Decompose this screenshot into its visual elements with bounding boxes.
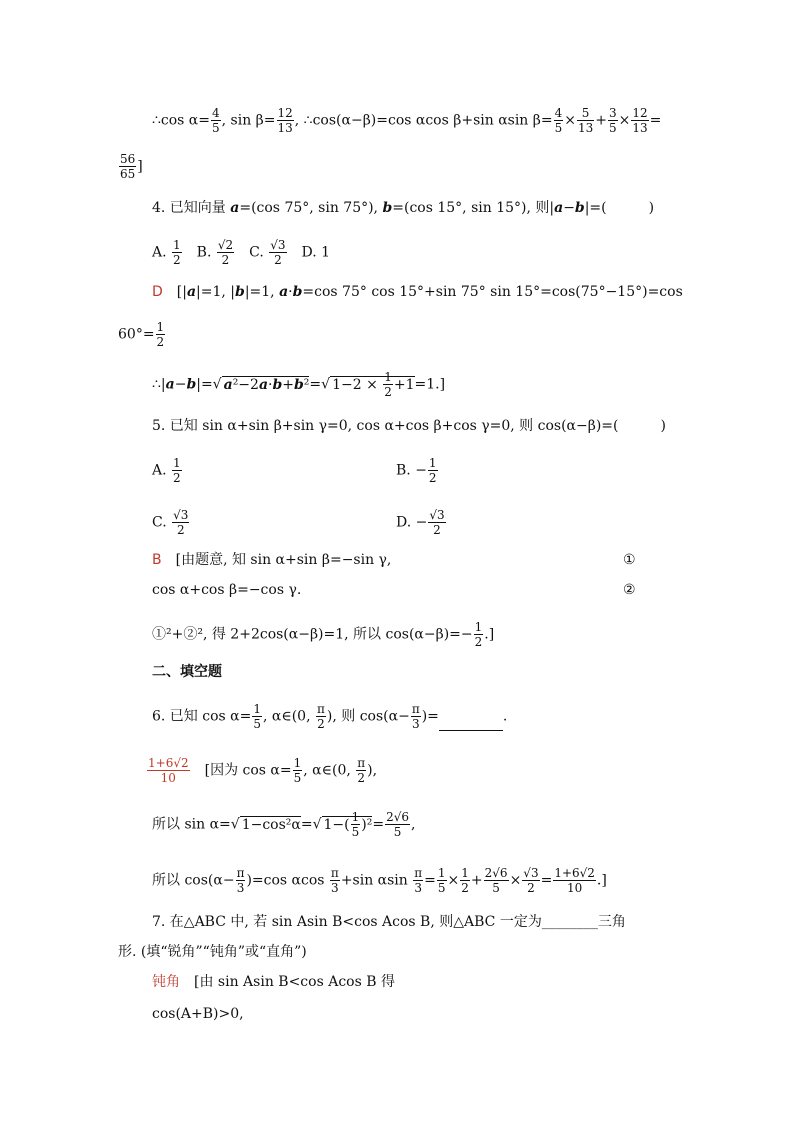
question-4-solution-1: D [|a|=1, |b|=1, a·b=cos 75° cos 15°+sin 75° sin 15°=cos(75°−15°)=cos	[152, 284, 683, 300]
question-5-solution-2: cos α+cos β=−cos γ.	[152, 582, 302, 598]
answer-letter: B	[152, 552, 162, 568]
solution-line-2: $\frac{56}{65}$ ]	[120, 152, 143, 181]
answer-text: 钝角	[152, 974, 180, 990]
solution-text: [由 sin Asin B<cos Acos B 得	[194, 974, 395, 990]
section-heading: 二、填空题	[152, 664, 222, 680]
option-a: A. $\frac{1}{2}$	[152, 456, 181, 485]
option-d: D. − $\frac{√3}{2}$	[396, 508, 445, 537]
question-4-solution-3: ∴|a−b|=√ a²−2a·b+b²=√ 1−2 × $\frac{1}{2}$ +1=1.]	[152, 370, 446, 399]
equation-mark-1: ①	[623, 552, 636, 568]
question-6-solution-1: $\frac{1+6√2}{10}$ [因为 cos α= $\frac{1}{5}$ , α∈(0, $\frac{\pi}{2}$ ),	[148, 756, 378, 785]
question-4-options: A. $\frac{1}{2}$ B. $\frac{√2}{2}$ C. $\frac{√3}{2}$ D. 1	[152, 238, 331, 267]
question-7-hint: 形. (填“锐角”“钝角”或“直角”)	[118, 944, 307, 960]
answer-letter: D	[152, 284, 163, 300]
fill-blank	[439, 716, 503, 731]
question-5: 5. 已知 sin α+sin β+sin γ=0, cos α+cos β+cos γ=0, 则 cos(α−β)=( )	[152, 418, 666, 434]
question-4-solution-2: 60°= $\frac{1}{2}$	[118, 320, 165, 349]
option-b: B. − $\frac{1}{2}$	[396, 456, 437, 485]
question-7: 7. 在△ABC 中, 若 sin Asin B<cos Acos B, 则△ABC 一定为________三角	[152, 914, 626, 930]
solution-line-1: ∴cos α= $\frac{4}{5}$ , sin β= $\frac{12}{13}$ , ∴cos(α−β)=cos αcos β+sin αsin β= $\frac{4}{5}$ × $\frac{5}{13}$ + $\frac{3}{5}$ × $\frac{12}{13}$ =	[152, 106, 662, 135]
answer-fraction: $\frac{1+6√2}{10}$	[148, 756, 189, 785]
question-7-solution-2: cos(A+B)>0,	[152, 1006, 244, 1022]
fraction: $\frac{4}{5}$	[212, 106, 220, 135]
question-6: 6. 已知 cos α= $\frac{1}{5}$ , α∈(0, $\frac{\pi}{2}$ ), 则 cos(α− $\frac{\pi}{3}$ )= .	[152, 702, 508, 731]
question-4: 4. 已知向量 a=(cos 75°, sin 75°), b=(cos 15°, sin 15°), 则|a−b|=( )	[152, 200, 655, 216]
question-5-solution-3: ①²+②², 得 2+2cos(α−β)=1, 所以 cos(α−β)=− $\frac{1}{2}$ .]	[152, 620, 495, 649]
equation-mark-2: ②	[623, 582, 636, 598]
question-6-solution-3: 所以 cos(α− $\frac{\pi}{3}$ )=cos αcos $\frac{\pi}{3}$ +sin αsin $\frac{\pi}{3}$ = $\frac{1}{5}$ × $\frac{1}{2}$ + $\frac{2√6}{5}$ × $\frac{√3}{2}$ = $\frac{1+6√2}{10}$ .]	[152, 866, 607, 895]
question-6-solution-2: 所以 sin α=√ 1−cos²α=√ 1−( $\frac{1}{5}$ )²= $\frac{2√6}{5}$ ,	[152, 810, 416, 839]
question-7-solution-1	[152, 972, 395, 992]
option-c: C. $\frac{√3}{2}$	[152, 508, 189, 537]
question-5-solution-1: B [由题意, 知 sin α+sin β=−sin γ,	[152, 552, 392, 568]
